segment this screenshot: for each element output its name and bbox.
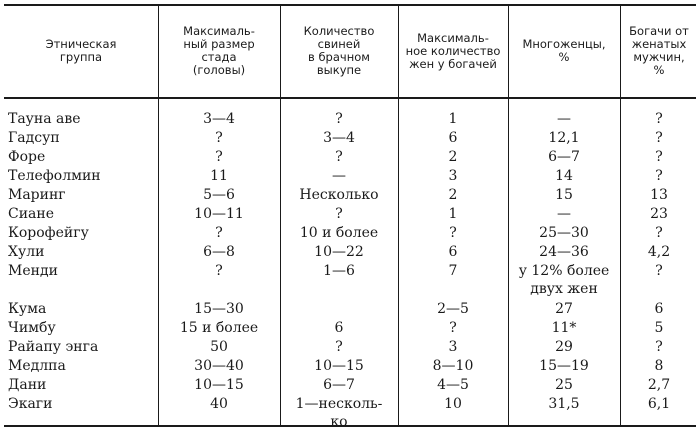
cell-polygynists: 25—30 <box>539 225 589 241</box>
cell-pigs: ? <box>335 149 343 165</box>
table-row <box>0 167 700 186</box>
table-row <box>0 357 700 376</box>
cell-group: Хули <box>8 244 45 260</box>
cell-herd: 6—8 <box>203 244 235 260</box>
cell-wives: 3 <box>448 339 458 355</box>
cell-pigs: ? <box>335 339 343 355</box>
table-body <box>0 110 700 433</box>
cell-herd: ? <box>215 149 223 165</box>
cell-herd: ? <box>215 225 223 241</box>
cell-polygynists: — <box>557 111 571 127</box>
table-row <box>0 300 700 319</box>
cell-herd: 40 <box>210 396 228 412</box>
cell-pigs: ? <box>335 206 343 222</box>
cell-wives: 7 <box>448 263 458 279</box>
cell-wives: 2—5 <box>437 301 469 317</box>
header-label: Количество свиней в брачном выкупе <box>303 24 375 77</box>
cell-polygynists: 25 <box>555 377 573 393</box>
header-max-herd <box>158 5 280 97</box>
table-row <box>0 205 700 224</box>
cell-group: Телефолмин <box>8 168 101 184</box>
cell-pigs: ? <box>335 111 343 127</box>
cell-polygynists: 29 <box>555 339 573 355</box>
cell-rich: 4,2 <box>647 244 671 260</box>
cell-herd: 15—30 <box>194 301 244 317</box>
cell-herd: ? <box>215 263 223 279</box>
cell-polygynists: 24—36 <box>539 244 589 260</box>
table-row <box>0 243 700 262</box>
cell-group: Форе <box>8 149 46 165</box>
cell-wives: 2 <box>448 187 458 203</box>
header-max-wives <box>398 5 508 97</box>
cell-rich: ? <box>655 149 663 165</box>
cell-wives: 6 <box>448 244 458 260</box>
header-label: Многоженцы, % <box>522 37 606 64</box>
cell-rich: ? <box>655 263 663 279</box>
cell-wives: 3 <box>448 168 458 184</box>
cell-polygynists: 6—7 <box>548 149 580 165</box>
cell-pigs: 1—6 <box>323 263 355 279</box>
cell-rich: ? <box>655 111 663 127</box>
cell-pigs: 3—4 <box>323 130 355 146</box>
cell-rich: 6,1 <box>647 396 671 412</box>
table-row <box>0 224 700 243</box>
cell-wives: 6 <box>448 130 458 146</box>
cell-group: Сиане <box>8 206 55 222</box>
cell-group: Медлпа <box>8 358 66 374</box>
cell-herd: 15 и более <box>179 320 259 336</box>
cell-pigs: 1—несколь- <box>295 396 383 412</box>
header-polygynists <box>508 5 620 97</box>
cell-polygynists: 14 <box>555 168 573 184</box>
cell-polygynists: 15 <box>555 187 573 203</box>
table-row-continuation <box>0 414 700 433</box>
header-pigs-brideprice <box>280 5 398 97</box>
cell-pigs: 6 <box>334 320 344 336</box>
cell-wives: 1 <box>448 111 458 127</box>
cell-group: Корофейгу <box>8 225 89 241</box>
table-row <box>0 262 700 281</box>
cell-herd: 5—6 <box>203 187 235 203</box>
cell-pigs: 10—22 <box>314 244 364 260</box>
cell-group: Дани <box>8 377 47 393</box>
header-label: Максималь- ный размер стада (головы) <box>183 24 255 77</box>
cell-polygynists: 31,5 <box>548 396 580 412</box>
cell-group: Менди <box>8 263 58 279</box>
cell-rich: ? <box>655 225 663 241</box>
cell-pigs: 10 и более <box>299 225 379 241</box>
table-row <box>0 376 700 395</box>
cell-pigs: 10—15 <box>314 358 364 374</box>
cell-polygynists: 12,1 <box>548 130 580 146</box>
table-row-continuation <box>0 281 700 300</box>
cell-group: Райапу энга <box>8 339 99 355</box>
cell-rich: 8 <box>654 358 664 374</box>
cell-rich: 23 <box>650 206 668 222</box>
cell-polygynists: 15—19 <box>539 358 589 374</box>
cell-pigs: — <box>332 168 346 184</box>
cell-wives: 10 <box>444 396 462 412</box>
table-row <box>0 338 700 357</box>
cell-wives: 2 <box>448 149 458 165</box>
cell-pigs-continued: ко <box>330 414 348 430</box>
cell-wives: ? <box>449 320 457 336</box>
table-row <box>0 395 700 414</box>
cell-pigs <box>280 300 398 319</box>
cell-wives: 1 <box>448 206 458 222</box>
table-row <box>0 110 700 129</box>
cell-rich: 6 <box>654 301 664 317</box>
cell-polygynists: у 12% более <box>518 263 610 279</box>
table-header-rule <box>4 97 696 99</box>
cell-group: Экаги <box>8 396 53 412</box>
cell-herd: 10—11 <box>194 206 244 222</box>
cell-wives: 4—5 <box>437 377 469 393</box>
table-row <box>0 148 700 167</box>
cell-group: Тауна аве <box>8 111 81 127</box>
table-row <box>0 319 700 338</box>
cell-herd: 10—15 <box>194 377 244 393</box>
cell-pigs: Несколько <box>299 187 379 203</box>
cell-herd: 11 <box>210 168 228 184</box>
cell-rich: ? <box>655 130 663 146</box>
cell-polygynists: 11* <box>551 320 577 336</box>
cell-herd: 30—40 <box>194 358 244 374</box>
header-label: Этническая группа <box>45 37 117 64</box>
cell-rich: ? <box>655 339 663 355</box>
cell-group: Кума <box>8 301 47 317</box>
cell-rich: 2,7 <box>647 377 671 393</box>
header-label: Максималь- ное количество жен у богачей <box>405 30 501 71</box>
cell-polygynists: 27 <box>555 301 573 317</box>
cell-pigs: 6—7 <box>323 377 355 393</box>
table-row <box>0 186 700 205</box>
cell-polygynists: — <box>557 206 571 222</box>
cell-rich: ? <box>655 168 663 184</box>
table-row <box>0 129 700 148</box>
header-label: Богачи от женатых мужчин, % <box>629 24 689 77</box>
header-ethnic-group <box>6 5 156 97</box>
cell-rich: 5 <box>654 320 664 336</box>
cell-group: Гадсуп <box>8 130 60 146</box>
cell-wives: ? <box>449 225 457 241</box>
cell-polygynists-continued: двух жен <box>530 281 598 297</box>
cell-wives: 8—10 <box>432 358 474 374</box>
cell-group: Чимбу <box>8 320 56 336</box>
cell-herd: ? <box>215 130 223 146</box>
cell-rich: 13 <box>650 187 668 203</box>
header-rich-men <box>620 5 698 97</box>
cell-herd: 3—4 <box>203 111 235 127</box>
cell-group: Маринг <box>8 187 66 203</box>
cell-herd: 50 <box>210 339 228 355</box>
